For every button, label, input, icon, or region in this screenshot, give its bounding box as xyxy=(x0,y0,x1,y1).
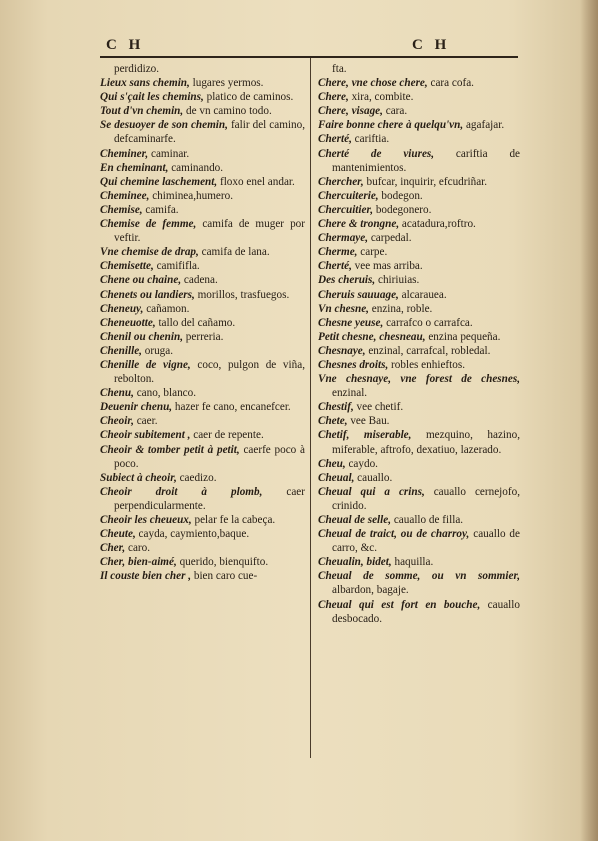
entry-translation: cara cofa. xyxy=(427,77,474,90)
entry-headword: Vn chesne, xyxy=(318,302,369,315)
entry-headword: Chercher, xyxy=(318,175,364,188)
dictionary-entry xyxy=(100,302,305,316)
dictionary-entry xyxy=(100,90,305,104)
dictionary-entry xyxy=(100,358,305,386)
dictionary-entry xyxy=(318,259,520,273)
dictionary-entry xyxy=(318,569,520,597)
dictionary-entry xyxy=(100,344,305,358)
dictionary-entry xyxy=(318,457,520,471)
dictionary-entry xyxy=(318,217,520,231)
dictionary-entry xyxy=(318,555,520,569)
entry-headword: En cheminant, xyxy=(100,161,169,174)
entry-headword: Chere & trongne, xyxy=(318,218,400,231)
entry-headword: Chenille, xyxy=(100,344,142,357)
entry-headword: Chemise de femme, xyxy=(100,218,197,231)
entry-translation: de vn camino todo. xyxy=(183,105,272,118)
entry-translation: platico de caminos. xyxy=(203,91,294,104)
entry-headword: Cheoir, xyxy=(100,415,134,428)
entry-headword: Lieux sans chemin, xyxy=(100,77,190,90)
dictionary-entry xyxy=(100,147,305,161)
dictionary-entry xyxy=(318,203,520,217)
dictionary-entry xyxy=(100,428,305,442)
entry-translation: cañamon. xyxy=(143,302,190,315)
dictionary-entry xyxy=(100,273,305,287)
dictionary-entry xyxy=(318,302,520,316)
dictionary-entry xyxy=(100,443,305,471)
entry-translation: morillos, trasfuegos. xyxy=(194,288,290,301)
entry-translation: fta. xyxy=(332,63,347,75)
entry-headword: Se desuoyer de son chemin, xyxy=(100,119,228,132)
dictionary-entry xyxy=(100,189,305,203)
entry-translation: carpedal. xyxy=(368,232,412,245)
entry-headword: Cherté de viures, xyxy=(318,147,435,160)
entry-translation: oruga. xyxy=(141,344,174,357)
entry-headword: Cheneuy, xyxy=(100,302,144,315)
entry-translation: cara. xyxy=(382,105,408,118)
header-right: C H xyxy=(412,37,451,53)
entry-translation: xira, combite. xyxy=(348,91,414,104)
entry-headword: Vne chesnaye, vne forest de chesnes, xyxy=(318,373,520,386)
dictionary-entry xyxy=(318,245,520,259)
entry-headword: Qui chemine laschement, xyxy=(100,175,218,188)
entry-headword: Chercuiterie, xyxy=(318,189,379,202)
entry-translation: cauallo cernejofo, crinido. xyxy=(332,485,520,512)
entry-headword: Cherté, xyxy=(318,133,352,146)
entry-translation: cariftia. xyxy=(351,133,390,146)
dictionary-entry xyxy=(100,161,305,175)
dictionary-entry xyxy=(318,330,520,344)
entry-headword: Cherté, xyxy=(318,260,352,273)
dictionary-entry xyxy=(100,386,305,400)
entry-headword: Cherme, xyxy=(318,246,358,259)
entry-headword: Cheoir subitement , xyxy=(100,429,191,442)
entry-translation: camifa de muger por veftir. xyxy=(114,218,305,245)
dictionary-entry xyxy=(100,513,305,527)
entry-translation: caminar. xyxy=(148,147,190,160)
entry-headword: Cher, bien-aimé, xyxy=(100,556,177,569)
entry-translation: cauallo de filla. xyxy=(391,514,464,526)
entry-translation: vee Bau. xyxy=(347,415,390,428)
dictionary-entry xyxy=(100,62,305,76)
entry-headword: Cheoir droit à plomb, xyxy=(100,485,263,498)
entry-translation: acatadura,roftro. xyxy=(399,218,476,231)
entry-translation: robles enhieftos. xyxy=(388,358,465,371)
entry-headword: Cheoir & tomber petit à petit, xyxy=(100,443,240,456)
dictionary-entry xyxy=(100,414,305,428)
dictionary-entry xyxy=(318,147,520,175)
entry-headword: Vne chemise de drap, xyxy=(100,246,199,259)
entry-headword: Subiect à cheoir, xyxy=(100,471,177,484)
header-rule xyxy=(100,56,518,58)
entry-translation: mezquino, hazino, miferable, aftrofo, dexatiuo, lazerado. xyxy=(332,429,521,456)
entry-translation: camififla. xyxy=(153,260,200,273)
entry-headword: Cheruis sauuage, xyxy=(318,288,399,301)
entry-translation: cariftia de mantenimientos. xyxy=(332,147,521,174)
dictionary-entry xyxy=(318,273,520,287)
dictionary-entry xyxy=(318,344,520,358)
entry-translation: bodegonero. xyxy=(373,203,432,216)
entry-translation: vee chetif. xyxy=(353,401,404,414)
dictionary-entry xyxy=(100,400,305,414)
entry-headword: Chemise, xyxy=(100,203,143,216)
entry-translation: carpe. xyxy=(357,246,388,259)
left-column xyxy=(100,62,305,583)
entry-translation: pelar fe la cabeça. xyxy=(191,514,276,526)
entry-translation: coco, pulgon de viña, rebolton. xyxy=(114,358,305,386)
entry-headword: Chere, vne chose chere, xyxy=(318,77,428,90)
entry-headword: Chere, xyxy=(318,91,349,104)
entry-translation: enzinal, carrafcal, robledal. xyxy=(365,344,491,357)
entry-headword: Chesnaye, xyxy=(318,344,366,357)
entry-translation: vee mas arriba. xyxy=(351,260,423,273)
dictionary-entry xyxy=(100,245,305,259)
entry-translation: caer perpendicularmente. xyxy=(114,485,305,512)
entry-headword: Faire bonne chere à quelqu'vn, xyxy=(318,119,464,132)
entry-headword: Chenu, xyxy=(100,387,134,400)
entry-headword: Cheneuotte, xyxy=(100,316,156,329)
entry-translation: agafajar. xyxy=(463,119,505,132)
entry-translation: caerfe poco à poco. xyxy=(114,443,305,470)
dictionary-entry xyxy=(100,330,305,344)
entry-headword: Chete, xyxy=(318,415,348,428)
entry-headword: Cheual de somme, ou vn sommier, xyxy=(318,570,520,583)
entry-translation: tallo del cañamo. xyxy=(155,316,236,329)
dictionary-entry xyxy=(100,76,305,90)
dictionary-entry xyxy=(318,414,520,428)
entry-translation: caminando. xyxy=(168,161,224,174)
dictionary-entry xyxy=(318,428,520,456)
entry-translation: perreria. xyxy=(183,330,224,343)
entry-headword: Cheminer, xyxy=(100,147,149,160)
entry-headword: Chenil ou chenin, xyxy=(100,330,183,343)
column-divider xyxy=(310,58,311,758)
entry-translation: caer. xyxy=(133,415,158,428)
entry-headword: Cheualin, bidet, xyxy=(318,556,392,569)
dictionary-entry xyxy=(100,104,305,118)
right-column xyxy=(318,62,520,626)
dictionary-entry xyxy=(100,569,305,583)
entry-translation: camifa. xyxy=(142,203,179,216)
entry-headword: Chercuitier, xyxy=(318,203,374,216)
entry-headword: Chesnes droits, xyxy=(318,358,389,371)
entry-translation: albardon, bagaje. xyxy=(332,584,409,597)
entry-translation: bien caro cue- xyxy=(191,570,258,583)
entry-headword: Des cheruis, xyxy=(318,274,376,287)
entry-translation: alcaraueа. xyxy=(398,288,447,301)
dictionary-entry xyxy=(100,316,305,330)
entry-headword: Tout d'vn chemin, xyxy=(100,105,184,118)
dictionary-entry xyxy=(100,288,305,302)
entry-translation: caer de repente. xyxy=(190,429,264,442)
dictionary-entry xyxy=(318,471,520,485)
entry-translation: enzina, roble. xyxy=(368,302,433,315)
entry-headword: Chestif, xyxy=(318,401,354,414)
entry-translation: enzinal. xyxy=(332,387,368,400)
dictionary-entry xyxy=(100,175,305,189)
entry-translation: lugares yermos. xyxy=(189,77,264,90)
entry-translation: chiriuias. xyxy=(375,274,420,287)
entry-headword: Cheu, xyxy=(318,457,346,470)
entry-translation: cayda, caymiento,baque. xyxy=(135,528,250,541)
dictionary-entry xyxy=(100,485,305,513)
entry-translation: cauallo de carro, &c. xyxy=(332,528,520,555)
entry-headword: Chenille de vigne, xyxy=(100,358,191,371)
entry-translation: bufcar, inquirir, efcudriñar. xyxy=(363,175,488,188)
dictionary-entry xyxy=(318,118,520,132)
header-left: C H xyxy=(106,37,145,53)
entry-translation: falir del camino, defcaminarfe. xyxy=(114,119,305,146)
entry-headword: Chetif, miserable, xyxy=(318,429,412,442)
entry-headword: Qui s'çait les chemins, xyxy=(100,91,204,104)
dictionary-entry xyxy=(100,118,305,146)
entry-headword: Cher, xyxy=(100,542,126,555)
entry-translation: perdidizo. xyxy=(114,63,160,75)
dictionary-entry xyxy=(100,203,305,217)
entry-headword: Cheual de selle, xyxy=(318,514,392,526)
dictionary-entry xyxy=(318,527,520,555)
dictionary-entry xyxy=(318,598,520,626)
entry-translation: caro. xyxy=(125,542,151,555)
entry-translation: hazer fe cano, encanefcer. xyxy=(172,401,291,414)
entry-headword: Chemisette, xyxy=(100,260,154,273)
entry-headword: Chesne yeuse, xyxy=(318,316,384,329)
dictionary-entry xyxy=(318,288,520,302)
entry-translation: caydo. xyxy=(345,457,378,470)
dictionary-entry xyxy=(100,217,305,245)
dictionary-entry xyxy=(100,555,305,569)
dictionary-entry xyxy=(318,485,520,513)
entry-translation: enzina pequeña. xyxy=(425,330,501,343)
entry-translation: caedizo. xyxy=(176,471,217,484)
dictionary-entry xyxy=(318,90,520,104)
dictionary-entry xyxy=(100,541,305,555)
dictionary-entry xyxy=(318,231,520,245)
dictionary-entry xyxy=(318,372,520,400)
entry-headword: Cheoir les cheueux, xyxy=(100,514,192,526)
entry-headword: Petit chesne, chesneau, xyxy=(318,330,426,343)
entry-translation: cadena. xyxy=(181,274,218,287)
entry-headword: Chere, visage, xyxy=(318,105,383,118)
entry-translation: haquilla. xyxy=(391,556,434,569)
dictionary-entry xyxy=(318,316,520,330)
entry-headword: Cheual, xyxy=(318,471,355,484)
entry-headword: Chene ou chaine, xyxy=(100,274,182,287)
entry-translation: floxo enel andar. xyxy=(217,175,295,188)
running-header xyxy=(100,37,515,55)
dictionary-entry xyxy=(318,189,520,203)
dictionary-entry xyxy=(318,62,520,76)
dictionary-entry xyxy=(318,132,520,146)
dictionary-entry xyxy=(318,400,520,414)
entry-translation: carrafco o carrafca. xyxy=(383,316,473,329)
dictionary-entry xyxy=(318,358,520,372)
entry-translation: cauallo. xyxy=(354,471,393,484)
entry-headword: Cheual de traict, ou de charroy, xyxy=(318,528,470,541)
entry-headword: Cheual qui est fort en bouche, xyxy=(318,598,481,611)
dictionary-entry xyxy=(318,175,520,189)
entry-headword: Deuenir chenu, xyxy=(100,401,173,414)
entry-translation: camifa de lana. xyxy=(198,246,270,259)
entry-headword: Cheual qui a crins, xyxy=(318,485,425,498)
entry-headword: Chermaye, xyxy=(318,232,369,245)
entry-translation: cauallo desbocado. xyxy=(332,598,520,625)
entry-headword: Cheminee, xyxy=(100,189,150,202)
dictionary-entry xyxy=(100,527,305,541)
entry-translation: chiminea,humero. xyxy=(149,189,233,202)
dictionary-entry xyxy=(100,471,305,485)
entry-translation: querido, bienquifto. xyxy=(176,556,269,569)
dictionary-entry xyxy=(100,259,305,273)
entry-translation: bodegon. xyxy=(378,189,423,202)
entry-headword: Il couste bien cher , xyxy=(100,570,192,583)
dictionary-entry xyxy=(318,76,520,90)
entry-translation: cano, blanco. xyxy=(133,387,197,400)
entry-headword: Cheute, xyxy=(100,528,136,541)
dictionary-entry xyxy=(318,513,520,527)
entry-headword: Chenets ou landiers, xyxy=(100,288,195,301)
dictionary-entry xyxy=(318,104,520,118)
